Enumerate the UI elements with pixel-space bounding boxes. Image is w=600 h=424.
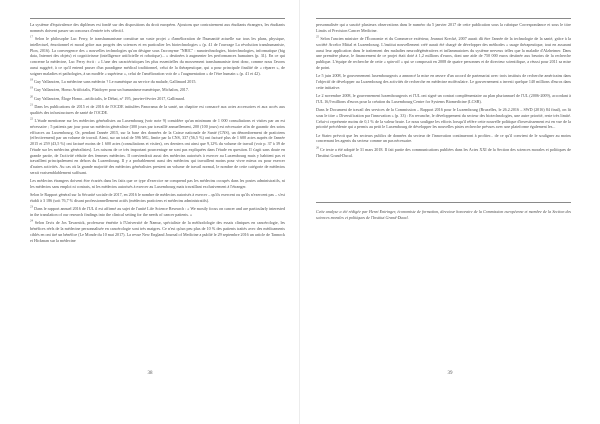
page-number: 38 bbox=[147, 371, 153, 376]
footnote: Selon le Rapport général sur la Sécurité sociale de 2017, en 2016 le nombre de médecins autorisés à exercer – qu'ils exercent ou qu'ils n'exercent pas – s'est établi à 3 186 (soit 76,7 % disant professionnellement actifs (médecins praticiens et médecins administratifs). bbox=[30, 192, 285, 203]
footnote: Dans le Document de travail des services de la Commission – Rapport 2016 pour le Luxembourg (Bruxelles, le 26.2.2016 – SWD (2016) 84 final), on lit sous le titre « Diversification par l'innovation » (p. 33) : En revanche, le développement du secteur des biotechnologies, une autre priorité, reste très limité. Celui-ci représente moins de 0,1 % de la valeur brute. Le nous souligne les efforts lorsqu'il réfère cette nouvelle politique d'investissement est en vue de la priorité précédente qui a permis au petit le Luxembourg de développer les nouvelles pistes recherche prévues avec une plateforme également les... bbox=[316, 107, 571, 130]
footnote: $^{20}$ Guy Vallancien, Éloge Homo...artificialis, le Débat, n° 195, janvier-février 2017, Gallimard. bbox=[30, 94, 185, 101]
left-footnotes bbox=[30, 18, 285, 246]
footnote-rule bbox=[316, 18, 571, 19]
footnote: $^{24}$ Selon l'avis de Jos Tavarnick, professeur émérite à l'Université de Namur, spécialiste de la méthodologie des essais cliniques en cancérologie, les bénéfices réels de la médecine personnalisée en cancérologie sont très maigres. Ce n'est qu'un peu plus de 10 % des patients traités avec des médicaments ciblés en ont tiré un bénéfice (Le Monde du 10 mai 2017). La revue New England Journal of Medicine a publié le 29 septembre 2016 un article de Tannock et Hickman sur la médecine bbox=[30, 219, 285, 243]
footnote: Les médecins étrangers doivent être écartés dans les faits que ce type d'exercice ne comprend pas les médecins occupés dans les postes administratifs, ni les médecins sans emploi ni contrats, ni les médecins autorisés à exercer au Luxembourg mais travaillant exclusivement à l'étranger. bbox=[30, 178, 285, 189]
footnote: personnalisée qui a suscité plusieurs observations dans le numéro du 5 janvier 2017 de cette publication sous la rubrique Correspondance et sous le titre Limits of Precision Cancer Medicine. bbox=[316, 22, 571, 33]
footnote: $^{23}$ Dans le rapport annuel 2016 de l'UL il est affirmé au sujet de l'unité Life Science Research : « We mostly focus on cancer and are particularly interested in the translation of our research findings into the clinical setting for the needs of cancer patients. » bbox=[30, 204, 285, 218]
right-footnotes bbox=[316, 18, 571, 221]
footnote: La système d'équivalence des diplômes est fondé sur des dispositions du droit européen. Ajoutons que contrairement aux étudiants étrangers, les étudiants nommés doivent passer un concours d'entrée très sélectif. bbox=[30, 22, 285, 33]
footnote-rule bbox=[30, 18, 285, 19]
author-credit: Cette analyse a été rédigée par Henri Entringer, économiste de formation, directeur honoraire de la Commission européenne et membre de la Section des sciences morales et politiques de l'Institut Grand-Ducal. bbox=[316, 209, 571, 221]
footnote: $^{19}$ Guy Vallancien, Homo Artificialis, Plaidoyer pour un humanisme numérique, Michalon, 2017. bbox=[30, 85, 189, 93]
section-separator bbox=[316, 202, 571, 203]
footnote: $^{21}$ Dans les publications de 2015 et de 2016 de l'OCDE intitulées Panorama de la santé, un chapitre est consacré aux actes accessoires et aux accès aux qualités des infrastructures de santé de l'OCDE. bbox=[30, 102, 285, 115]
footnote: $^{18}$ Guy Vallancien, La médecine sans médecin ? Le numérique au service du malade, Gallimard 2015. bbox=[30, 77, 197, 84]
footnote: Le 5 juin 2008, le gouvernement luxembourgeois a annoncé la mise en œuvre d'un accord de partenariat avec trois instituts de recherche américains dans l'objectif de développer au Luxembourg des activités de recherche en médecine moléculaire. Le gouvernement a investi quelque 140 millions d'euros dans cette initiative. bbox=[316, 73, 571, 90]
footnote: $^{17}$ Selon le philosophe Luc Ferry, le transhumanisme constitue un vaste projet « d'amélioration de l'humanité actuelle sur tous les plans, physique, intellectuel, émotionnel et moral grâce aux progrès des sciences et en particulier les biotechnologies » (p. 41 de l'ouvrage La révolution transhumaniste, Plon, 2016). La convergence des « nouvelles technologies qu'on désigne sous l'acronyme "NBIC" : nanotechnologies, biotechnologies, informatique (big data, Internet des objets) et cognitivisme (intelligence artificielle et robotique)... » destinées à augmenter les performances humaines (p. 31). En ce qui concerne la médecine, Luc Ferry écrit : « L'une des caractéristiques les plus essentielles du mouvement transhumaniste tient donc, comme nous l'avons aussi suggéré, à ce qu'il entend passer d'un paradigme médical traditionnel, celui de la thérapeutique, qui a pour principale finalité de « réparer », de soigner maladies et pathologies, à un modèle « supérieur », celui de l'amélioration voir de « l'augmentation » de l'être humain » (p. 41 et 42). bbox=[30, 34, 286, 76]
footnote: $^{25}$ Selon l'ancien ministre de l'Économie et du Commerce extérieur, Jeannot Krecké, 2007 aurait dû être l'année de la technologie de la santé, grâce à la société Arcelor Mittal et Luxembourg. L'institut nouvellement créé aurait été chargé de développer des méthodes « usage thérapeutique, tout en assurant aussi leur application dans le traitement des maladies neurodégénératives et inflammatoires du système nerveux telles que la maladie d'Alzheimer. Dans une première phase, le financement de ce projet était doté à 1,2 millions d'euros, dont une aide de 750 000 euros destinée aux besoins de la recherche publique. L'équipe de recherche de cette « spin-off » qui se composait en 2008 de quatre personnes et de directeur scientifique, a réussi pour 2011 sa mise de point. bbox=[316, 34, 571, 70]
footnote: Le 2 novembre 2008, le gouvernement luxembourgeois et l'UL ont signé un contrat complémentaire au plan pluriannuel de l'UL (2006-2009), accordant à l'UL 16,9 millions d'euros pour la création du Luxembourg Centre for Systems Biomedicine (LCSB). bbox=[316, 93, 571, 104]
footnote: $^{22}$ L'étude mentionne sur les médecins généralistes au Luxembourg (voir note 9) considère qu'un minimum de 1 000 consultations et visites par an est nécessaire ; 5 patients par jour pour un médecin généraliste (300 jours par travaillé annuellement, 200 (100 jours) est nécessaire afin de garantir des soins efficaces au Luxembourg. Or, pendant l'année 2015, sur la base des données de la Caisse nationale de Santé (CNS), un dénombrement de praticiens (effectivement) par un volume de travail. Ainsi, sur un total de 596 MG, limite par la CNS, 337 (56,5 %) ont facturé plus de 1 600 actes auprès de l'année 2015 et 259 (43,5 %) ont facturé moins de 1 600 actes (consultations et visites), ces derniers ont ainsi que 9,12% du volume de travail (voir p. 37 à 39 de l'étude sur les médecins généralistes). Les raisons de ce très important pourcentage ne sont pas expliquées dans l'étude en question. Il s'agit sans doute en grande partie, de l'activité réduite des femmes médecins. Il conviendrait aussi des médecins autorisés à exercer au Luxembourg mais y habitent pas et travaillent principalement en dehors du Luxembourg. Il y a probablement aussi des médecins qui travaillent moins pour vivre mieux ou pour exercer d'autres activités. Au cas où la grande majorité des médecins généralistes prestent un volume de travail normal, le nombre de cette catégorie de médecins serait vraisemblablement suffisant. bbox=[30, 116, 285, 175]
right-page bbox=[300, 0, 600, 424]
footnote: Le Statec prévoit que les secteurs publics de données du secteur de l'innovation continueront à profiter... de ce qu'il convient de le souligner au moins concernant les agents du secteur comme un pas nécessaire. bbox=[316, 132, 571, 144]
footnote: $^{26}$ Ce texte a été adopté le 31 mars 2018. Il fait partie des communications publiées dans les Actes XXI de la Section des sciences morales et politiques de l'Institut Grand-Ducal. bbox=[316, 145, 571, 158]
page-number: 39 bbox=[447, 371, 453, 376]
